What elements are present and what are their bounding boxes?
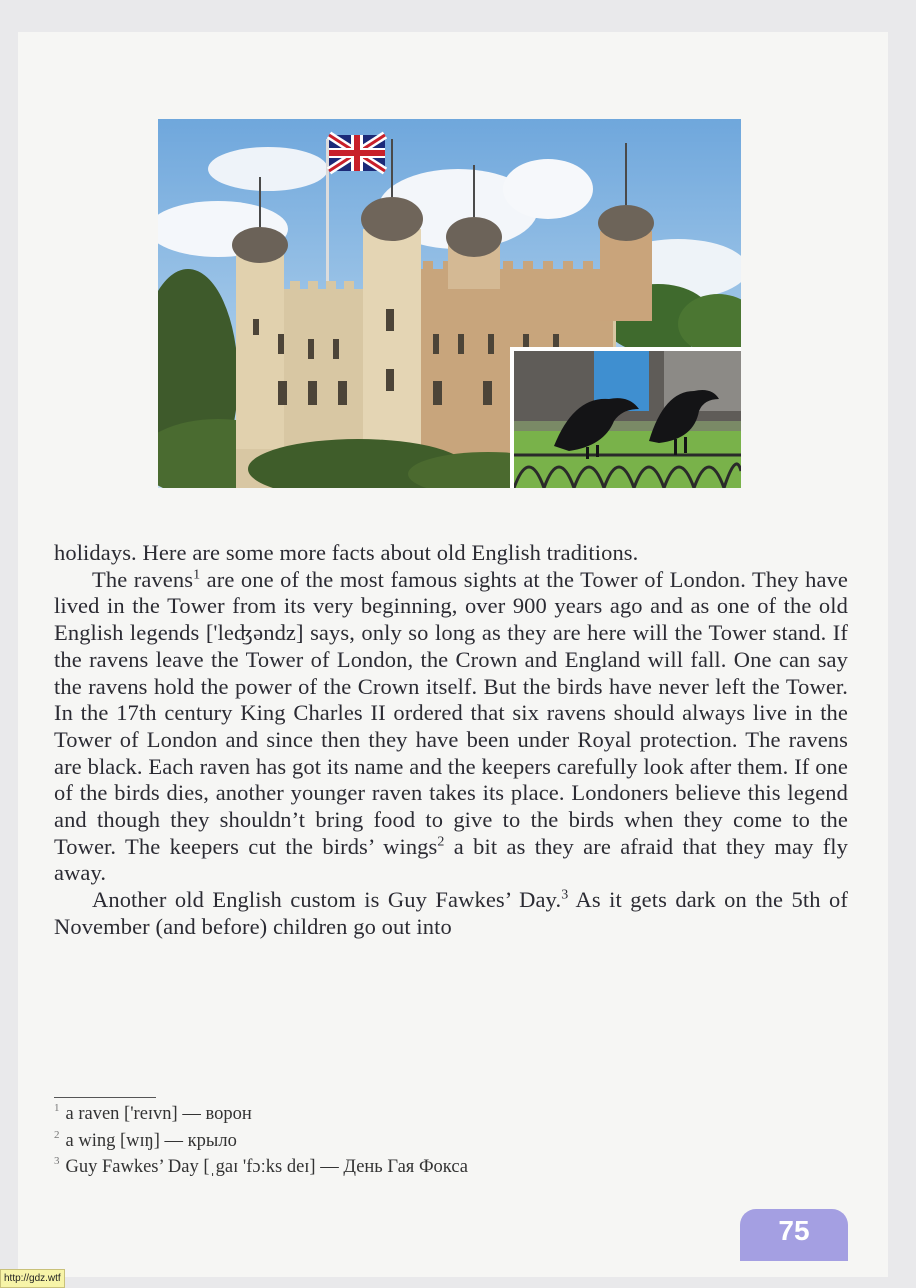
- footnotes: [54, 1101, 754, 1181]
- footnote-text: Guy Fawkes’ Day [ˌgaɪ 'fɔːks deɪ] — День Гая Фокса: [65, 1157, 468, 1177]
- footnote-3: [54, 1154, 754, 1181]
- text-run: Another old English custom is Guy Fawkes’ Day.: [92, 887, 562, 913]
- paragraph-guy-fawkes: [54, 887, 848, 940]
- footnote-1: [54, 1101, 754, 1128]
- watermark-link[interactable]: http://gdz.wtf: [0, 1269, 65, 1288]
- tower-of-london-photo: [158, 119, 741, 488]
- text-run: As it gets dark on the 5th of November (and before) children go out into: [54, 887, 848, 939]
- footnote-ref: 3: [561, 887, 569, 903]
- footnote-text: a raven ['reɪvn] — ворон: [65, 1104, 252, 1124]
- text-run: The ravens: [92, 566, 194, 592]
- footnote-number: 2: [54, 1128, 60, 1141]
- footnote-text: a wing [wɪŋ] — крыло: [65, 1130, 237, 1151]
- footnote-divider: [54, 1097, 156, 1098]
- body-text: [54, 540, 848, 941]
- footnote-number: 3: [54, 1155, 60, 1168]
- footnote-ref: 1: [193, 567, 201, 583]
- text-run: a bit as they are afraid that they may fly away.: [54, 833, 848, 886]
- footnote-ref: 2: [437, 834, 445, 850]
- footnote-number: 1: [54, 1102, 60, 1115]
- ravens-photo: [510, 347, 741, 488]
- paragraph-holidays: holidays. Here are some more facts about old English traditions.: [54, 540, 639, 565]
- text-run: are one of the most famous sights at the Tower of London. They have lived in the Tower from its very beginning, over 900 years ago and as one of the old English legends ['leʤəndz] says, only so long as they are here will the Tower stand. If the ravens leave the Tower of London, the Crown and England will fall. One can say the ravens hold the power of the Crown itself. But the birds have never left the Tower. In the 17th century King Charles II ordered that six ravens should always live in the Tower of London and since then they have been under Royal protection. The ravens are black. Each raven has got its name and the keepers carefully look after them. If one of the birds dies, another younger raven takes its place. Londoners believe this legend and though they shouldn’t bring food to give to the birds when they come to the Tower. The keepers cut the birds’ wings: [54, 566, 848, 859]
- paragraph-ravens: [54, 567, 848, 887]
- page-number-badge: 75: [740, 1209, 848, 1261]
- footnote-2: [54, 1128, 754, 1155]
